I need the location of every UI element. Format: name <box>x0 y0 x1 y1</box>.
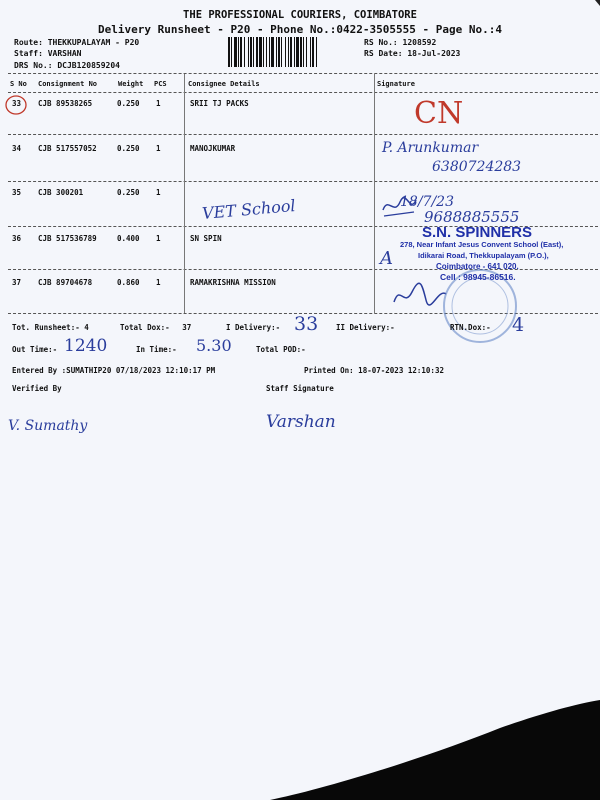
row-consignment: CJB 89704678 <box>38 278 93 287</box>
row-consignment: CJB 89538265 <box>38 99 93 108</box>
row-sno: 35 <box>12 188 22 197</box>
stamp-address-line2: Idikarai Road, Thekkupalayam (P.O.), <box>418 251 549 260</box>
row-pcs: 1 <box>156 144 161 153</box>
row35-school-note: VET School <box>201 195 297 224</box>
stamp-company-name: S.N. SPINNERS <box>422 224 533 241</box>
col-consignee: Consignee Details <box>188 80 260 88</box>
row-weight: 0.860 <box>117 278 140 287</box>
row-sno: 34 <box>12 144 22 153</box>
row-consignee: RAMAKRISHNA MISSION <box>190 278 276 287</box>
printed-on: Printed On: 18-07-2023 12:10:32 <box>304 366 444 375</box>
company-title: THE PROFESSIONAL COURIERS, COIMBATORE <box>183 9 417 21</box>
row-consignment: CJB 517536789 <box>38 234 97 243</box>
rs-no-label: RS No.: <box>364 38 398 47</box>
row-consignee: SN SPIN <box>190 234 222 243</box>
row-sno: 37 <box>12 278 22 287</box>
row36-signature: A <box>380 248 393 269</box>
i-delivery-value: 33 <box>294 313 319 335</box>
col-weight: Weight <box>118 80 144 88</box>
col-sno: S No <box>10 80 27 88</box>
rtn-dox-label: RTN.Dox:- <box>450 323 491 332</box>
in-time-value: 5.30 <box>196 336 232 355</box>
verified-by-label: Verified By <box>12 384 62 393</box>
staff-signature-label: Staff Signature <box>266 384 334 393</box>
row-sno: 36 <box>12 234 22 243</box>
row-weight: 0.250 <box>117 144 140 153</box>
in-time-label: In Time:- <box>136 345 177 354</box>
rs-date-value: 18-Jul-2023 <box>407 49 461 58</box>
row35-signature-phone: 9688885555 <box>424 208 520 226</box>
total-runsheet-label: Tot. Runsheet:- <box>12 323 80 332</box>
staff-value: VARSHAN <box>47 49 82 58</box>
row-pcs: 1 <box>156 99 161 108</box>
drs-label: DRS No.: <box>14 61 53 70</box>
col-pcs: PCS <box>154 80 167 88</box>
total-runsheet-value: 4 <box>84 323 89 332</box>
total-pod-label: Total POD:- <box>256 345 306 354</box>
row34-signature-name: P. Arunkumar <box>382 140 479 156</box>
row-consignment: CJB 517557052 <box>38 144 97 153</box>
col-signature: Signature <box>377 80 415 88</box>
row-consignee: SRII TJ PACKS <box>190 99 249 108</box>
ii-delivery-label: II Delivery:- <box>336 323 395 332</box>
rtn-dox-value: 4 <box>512 314 525 336</box>
col-consignment: Consignment No <box>38 80 98 88</box>
rs-date-label: RS Date: <box>364 49 403 58</box>
stamp-phone: Cell : 98945-86516. <box>440 272 516 282</box>
out-time-label: Out Time:- <box>12 345 58 354</box>
row-weight: 0.250 <box>117 188 140 197</box>
route-label: Route: <box>14 38 43 47</box>
rs-no-value: 1208592 <box>402 38 437 47</box>
row-sno: 33 <box>12 99 22 108</box>
drs-value: DCJB120859204 <box>57 61 120 70</box>
staff-label: Staff: <box>14 49 43 58</box>
i-delivery-label: I Delivery:- <box>226 323 281 332</box>
stamp-address-line1: 278, Near Infant Jesus Convent School (East), <box>400 240 564 249</box>
row-weight: 0.250 <box>117 99 140 108</box>
row-pcs: 1 <box>156 188 161 197</box>
route-value: THEKKUPALAYAM - P20 <box>47 38 140 47</box>
verified-signature: V. Sumathy <box>8 418 88 434</box>
total-dox-value: 37 <box>182 323 192 332</box>
row-consignment: CJB 300201 <box>38 188 84 197</box>
entered-by: Entered By :SUMATHIP20 07/18/2023 12:10:17 PM <box>12 366 216 375</box>
row33-signature: CN <box>414 96 464 131</box>
row-weight: 0.400 <box>117 234 140 243</box>
row-pcs: 1 <box>156 234 161 243</box>
stamp-address-line3: Coimbatore - 641 020. <box>436 262 519 271</box>
row34-signature-phone: 6380724283 <box>432 159 522 175</box>
total-dox-label: Total Dox:- <box>120 323 170 332</box>
row-pcs: 1 <box>156 278 161 287</box>
out-time-value: 1240 <box>64 336 108 356</box>
runsheet-subtitle: Delivery Runsheet - P20 - Phone No.:0422-3505555 - Page No.:4 <box>98 23 502 36</box>
row-consignee: MANOJKUMAR <box>190 144 236 153</box>
staff-signature: Varshan <box>266 412 336 432</box>
row35-signature-date: 18/7/23 <box>400 194 454 210</box>
